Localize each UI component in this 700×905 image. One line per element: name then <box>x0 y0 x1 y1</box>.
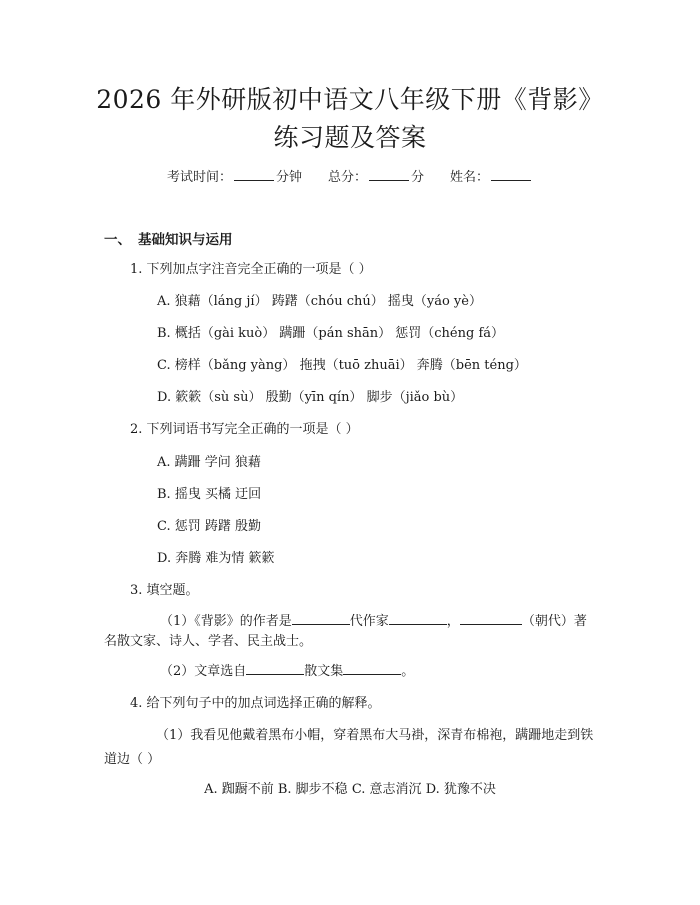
question-4: 4. 给下列句子中的加点词选择正确的解释。 <box>130 696 381 711</box>
question-2-option-b: B. 摇曳 买橘 迂回 <box>157 487 262 502</box>
q3-sub1-part-c: ， <box>446 614 460 629</box>
page-title-line2: 练习题及答案 <box>273 123 427 152</box>
question-2-option-a: A. 蹒跚 学问 狼藉 <box>157 455 261 470</box>
question-1-option-d: D. 簌簌（sù sù） 殷勤（yīn qín） 脚步（jiǎo bù） <box>157 390 464 405</box>
question-2-option-c: C. 惩罚 踌躇 殷勤 <box>157 519 262 534</box>
q3-blank-source <box>246 662 304 675</box>
score-label: 总分： <box>327 170 367 185</box>
question-4-choices: A. 踟蹰不前 B. 脚步不稳 C. 意志消沉 D. 犹豫不决 <box>204 782 496 797</box>
q3-blank-author <box>292 612 350 625</box>
time-label: 考试时间： <box>166 170 232 185</box>
question-1-option-c: C. 榜样（bǎng yàng） 拖拽（tuō zhuāi） 奔腾（bēn téng） <box>157 358 527 373</box>
name-label: 姓名： <box>450 170 490 185</box>
question-4-sub1: （1）我看见他戴着黑布小帽，穿着黑布大马褂，深青布棉袍，蹒跚地走到铁道边（ ） <box>104 728 594 767</box>
q3-blank-era <box>389 612 447 625</box>
score-blank <box>369 168 409 181</box>
question-3-sub1 <box>160 612 587 632</box>
q3-sub2-part-b: 散文集 <box>304 664 344 679</box>
q3-blank-collection <box>343 662 401 675</box>
question-3: 3. 填空题。 <box>130 583 199 598</box>
section-label: 基础知识与运用 <box>138 232 233 248</box>
time-unit: 分钟 <box>275 170 302 185</box>
name-blank <box>491 168 531 181</box>
q3-sub2-part-c: 。 <box>401 664 415 679</box>
question-1-option-a: A. 狼藉（láng jí） 踌躇（chóu chú） 摇曳（yáo yè） <box>157 294 482 309</box>
question-3-sub1-continued: 名散文家、诗人、学者、民主战士。 <box>104 634 313 649</box>
section-number: 一、 <box>104 232 131 248</box>
q3-sub1-part-d: （朝代）著 <box>521 614 587 629</box>
question-3-sub2 <box>160 662 414 682</box>
question-1-option-b: B. 概括（gài kuò） 蹒跚（pán shān） 惩罚（chéng fá） <box>157 326 505 341</box>
time-blank <box>234 168 274 181</box>
q3-sub2-part-a: （2）文章选自 <box>160 664 247 679</box>
score-unit: 分 <box>411 170 425 185</box>
q3-sub1-part-a: （1）《背影》的作者是 <box>160 614 292 629</box>
exam-meta <box>0 168 700 188</box>
q3-blank-dynasty <box>460 612 522 625</box>
question-2: 2. 下列词语书写完全正确的一项是（ ） <box>130 422 359 437</box>
question-2-option-d: D. 奔腾 难为情 簌簌 <box>157 551 275 566</box>
section-heading <box>104 228 233 248</box>
page-title-line1: 2026 年外研版初中语文八年级下册《背影》 <box>96 85 604 114</box>
question-1: 1. 下列加点字注音完全正确的一项是（ ） <box>130 262 372 277</box>
q3-sub1-part-b: 代作家 <box>349 614 389 629</box>
